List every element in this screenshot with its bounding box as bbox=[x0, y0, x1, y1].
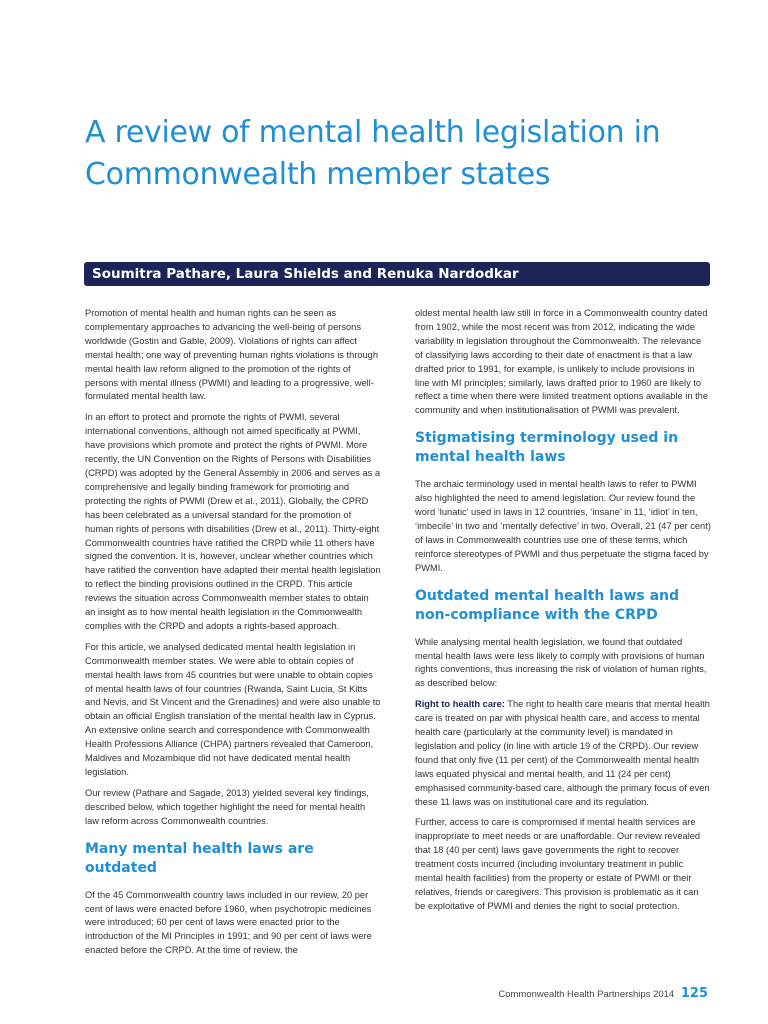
paragraph: Of the 45 Commonwealth country laws included in our review, 20 per cent of laws were enacted before 1960, when psychotropic medicines were introduced; 60 per cent of laws were enacted prior to the introduction of the MI Principles in 1991; and 90 per cent of laws were enacted before the CRPD. At the time of review, the bbox=[85, 889, 372, 956]
paragraph bbox=[415, 698, 711, 809]
left-column bbox=[85, 307, 381, 965]
paragraph: For this article, we analysed dedicated mental health legislation in Commonwealth member states. We were able to obtain copies of mental health laws from 45 countries but were unable to obtain copies of mental health laws of four countries (Rwanda, Saint Lucia, St Kitts and Nevis, and St Vincent and the Grenadines) and were also unable to obtain an official English translation of the mental health law in Cyprus. An extensive online search and correspondence with Commonwealth Health Professions Alliance (CHPA) partners revealed that Cameroon, Maldives and Mozambique did not have dedicated mental health legislation. bbox=[85, 641, 381, 777]
paragraph: In an effort to protect and promote the rights of PWMI, several international conventions, although not aimed specifically at PWMI, have provisions which promote and protect the rights of PWMI. More recently, the UN Convention on the Rights of Persons with Disabilities (CRPD) was adopted by the General Assembly in 2006 and serves as a comprehensive and legally binding framework for promoting and protecting the rights of PWMI (Drew et al., 2011). Globally, the CPRD has been celebrated as a universal standard for the promotion of human rights of persons with disabilities (Drew et al., 2011). Thirty-eight Commonwealth countries have ratified the CRPD while 11 others have signed the convention. It is, however, unclear whether countries which have ratified the convention have adapted their mental health legislation to reflect the binding provisions outlined in the CRPD. This article reviews the situation across Commonwealth member states to obtain an insight as to how mental health legislation in the Commonwealth complies with the CRPD and adopts a rights-based approach. bbox=[85, 412, 381, 631]
paragraph: The archaic terminology used in mental health laws to refer to PWMI also highlighted the need to amend legislation. Our review found the word ‘lunatic’ used in laws in 12 countries, ‘insane’ in 11, ‘idiot’ in ten, ‘imbecile’ in two and ‘mentally defective’ in two. Overall, 21 (47 per cent) of laws in Commonwealth countries use one of these terms, which reinforce stereotypes of PWMI and thus perpetuate the stigma faced by PWMI. bbox=[415, 479, 711, 573]
paragraph: Our review (Pathare and Sagade, 2013) yielded several key findings, described below, which together highlight the need for mental health law reform across Commonwealth countries. bbox=[85, 787, 369, 826]
paragraph: Promotion of mental health and human rights can be seen as complementary approaches to advancing the well-being of persons worldwide (Gostin and Gable, 2009). Violations of rights can affect mental health; one way of preventing human rights violations is through mental health law reform aligned to the promotion of the rights of persons with mental illness (PWMI) and leading to a progressive, well-formulated mental health law. bbox=[85, 308, 379, 402]
page-number: 125 bbox=[680, 986, 708, 1001]
article-title: A review of mental health legislation in Commonwealth member states bbox=[85, 115, 661, 192]
right-column bbox=[415, 307, 711, 921]
paragraph: Further, access to care is compromised if mental health services are inappropriate to meet needs or are unaffordable. Our review revealed that 18 (40 per cent) laws gave governments the right to recover treatment costs incurred (including involuntary treatment in public mental health facilities) from the property or estate of PWMI or their relatives, friends or caregivers. This provision is problematic as it can be exploitative of PWMI and denies the right to social protection. bbox=[415, 817, 701, 911]
section-heading: Many mental health laws are outdated bbox=[85, 840, 314, 876]
paragraph-text: The right to health care means that mental health care is treated on par with physical health care, and access to mental health care (particularly at the community level) is mandated in legislation and policy (in line with article 19 of the CRPD). Our review found that only five (11 per cent) of the Commonwealth mental health laws equated physical and mental health, and 11 (24 per cent) emphasised community-based care, although the primary focus of even these 11 laws was on institutional care and its regulation. bbox=[415, 699, 710, 807]
paragraph: oldest mental health law still in force in a Commonwealth country dated from 1902, while the most recent was from 2012, indicating the wide variability in legislation throughout the Commonwealth. The relevance of classifying laws according to their date of enactment is that a law drafted prior to 1991, for example, is unlikely to include provisions in line with MI principles; similarly, laws drafted prior to 1960 are likely to reflect a time when there were limited treatment options available in the community and when institutionalisation of PWMI was prevalent. bbox=[415, 308, 709, 416]
section-heading: Stigmatising terminology used in mental health laws bbox=[415, 430, 679, 466]
publication-name: Commonwealth Health Partnerships 2014 bbox=[498, 989, 675, 1000]
paragraph: While analysing mental health legislation, we found that outdated mental health laws were less likely to comply with provisions of human rights conventions, thus increasing the risk of violation of human rights, as described below: bbox=[415, 636, 707, 689]
page-footer bbox=[498, 986, 708, 1001]
paragraph-lead: Right to health care: bbox=[415, 699, 505, 710]
section-heading: Outdated mental health laws and non-compliance with the CRPD bbox=[415, 587, 680, 623]
author-bar: Soumitra Pathare, Laura Shields and Renuka Nardodkar bbox=[84, 262, 710, 286]
